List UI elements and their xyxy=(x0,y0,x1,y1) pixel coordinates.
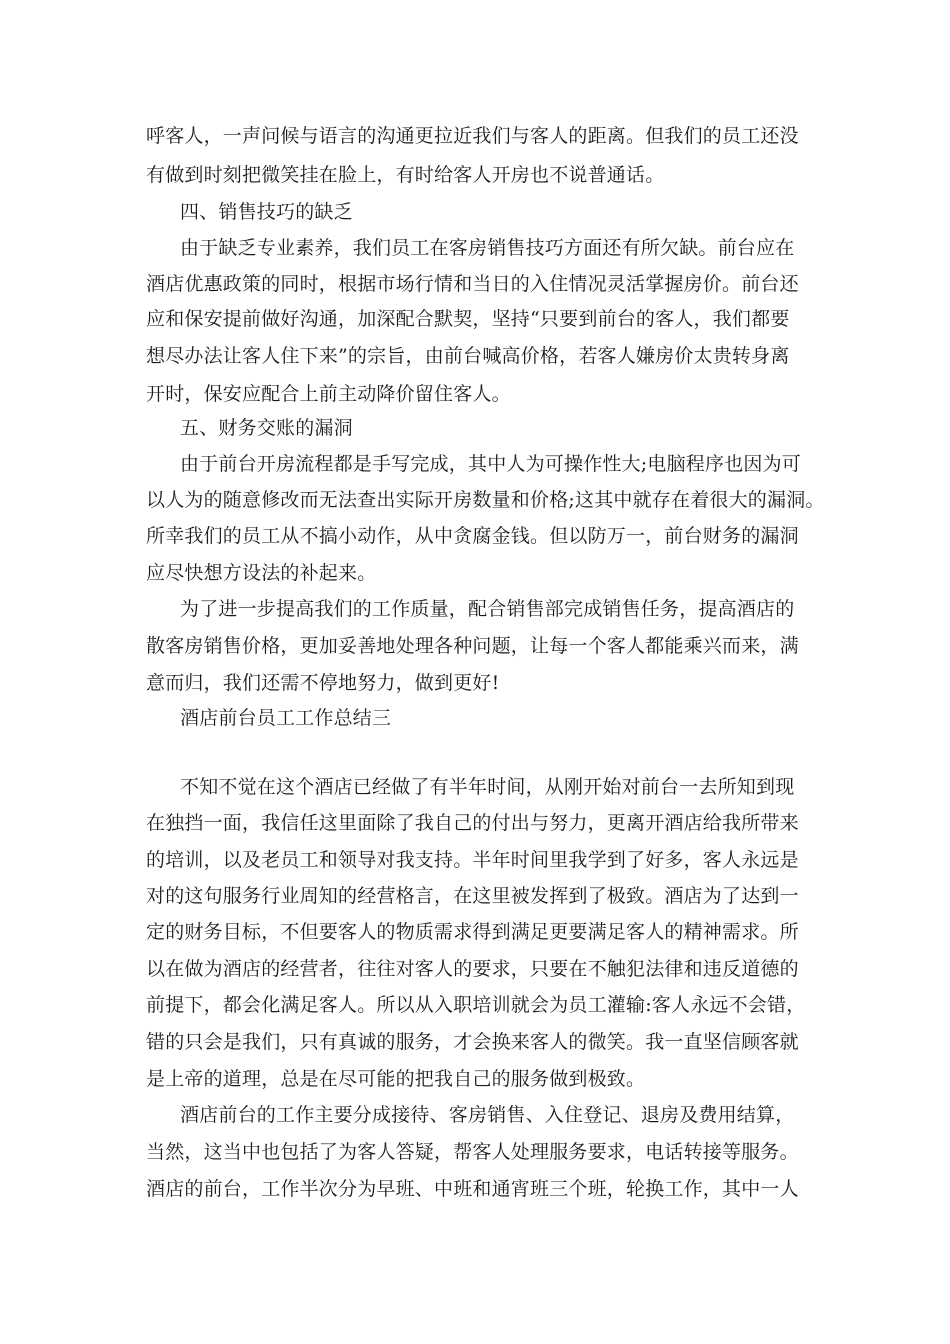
text-line: 是上帝的道理，总是在尽可能的把我自己的服务做到极致。 xyxy=(146,1068,646,1090)
text-line: 在独挡一面，我信任这里面除了我自己的付出与努力，更离开酒店给我所带来 xyxy=(146,812,799,834)
text-line: 应尽快想方设法的补起来。 xyxy=(146,562,377,584)
text-line: 想尽办法让客人住下来”的宗旨，由前台喊高价格，若客人嫌房价太贵转身离 xyxy=(146,345,790,367)
text-line: 由于缺乏专业素养，我们员工在客房销售技巧方面还有所欠缺。前台应在 xyxy=(180,237,795,259)
text-line: 意而归，我们还需不停地努力，做到更好! xyxy=(146,672,500,694)
text-line: 为了进一步提高我们的工作质量，配合销售部完成销售任务，提高酒店的 xyxy=(180,598,795,620)
text-line: 散客房销售价格，更加妥善地处理各种问题，让每一个客人都能乘兴而来，满 xyxy=(146,635,799,657)
section-heading: 四、销售技巧的缺乏 xyxy=(180,201,353,223)
text-line: 的培训，以及老员工和领导对我支持。半年时间里我学到了好多，客人永远是 xyxy=(146,849,799,871)
text-line: 以人为的随意修改而无法查出实际开房数量和价格;这其中就存在着很大的漏洞。 xyxy=(146,489,825,511)
text-line: 开时，保安应配合上前主动降价留住客人。 xyxy=(146,383,511,405)
text-line: 前提下，都会化满足客人。所以从入职培训就会为员工灌输:客人永远不会错， xyxy=(146,994,806,1016)
text-line: 当然，这当中也包括了为客人答疑，帮客人处理服务要求，电话转接等服务。 xyxy=(146,1141,799,1163)
text-line: 错的只会是我们，只有真诚的服务，才会换来客人的微笑。我一直坚信顾客就 xyxy=(146,1031,799,1053)
text-line: 呼客人，一声问候与语言的沟通更拉近我们与客人的距离。但我们的员工还没 xyxy=(146,125,799,147)
section-heading: 五、财务交账的漏洞 xyxy=(180,417,353,439)
text-line: 不知不觉在这个酒店已经做了有半年时间，从刚开始对前台一去所知到现 xyxy=(180,776,795,798)
text-line: 以在做为酒店的经营者，往往对客人的要求，只要在不触犯法律和违反道德的 xyxy=(146,958,799,980)
text-line: 酒店优惠政策的同时，根据市场行情和当日的入住情况灵活掌握房价。前台还 xyxy=(146,273,799,295)
text-line: 有做到时刻把微笑挂在脸上，有时给客人开房也不说普通话。 xyxy=(146,164,665,186)
section-title: 酒店前台员工工作总结三 xyxy=(180,707,392,729)
text-line: 所幸我们的员工从不搞小动作，从中贪腐金钱。但以防万一，前台财务的漏洞 xyxy=(146,525,799,547)
text-line: 对的这句服务行业周知的经营格言，在这里被发挥到了极致。酒店为了达到一 xyxy=(146,885,799,907)
text-line: 由于前台开房流程都是手写完成，其中人为可操作性大;电脑程序也因为可 xyxy=(180,453,802,475)
text-line: 酒店的前台，工作半次分为早班、中班和通宵班三个班，轮换工作，其中一人 xyxy=(146,1178,799,1200)
text-line: 应和保安提前做好沟通，加深配合默契，坚持“只要到前台的客人，我们都要 xyxy=(146,308,790,330)
text-line: 定的财务目标，不但要客人的物质需求得到满足更要满足客人的精神需求。所 xyxy=(146,921,799,943)
text-line: 酒店前台的工作主要分成接待、客房销售、入住登记、退房及费用结算， xyxy=(180,1104,795,1126)
